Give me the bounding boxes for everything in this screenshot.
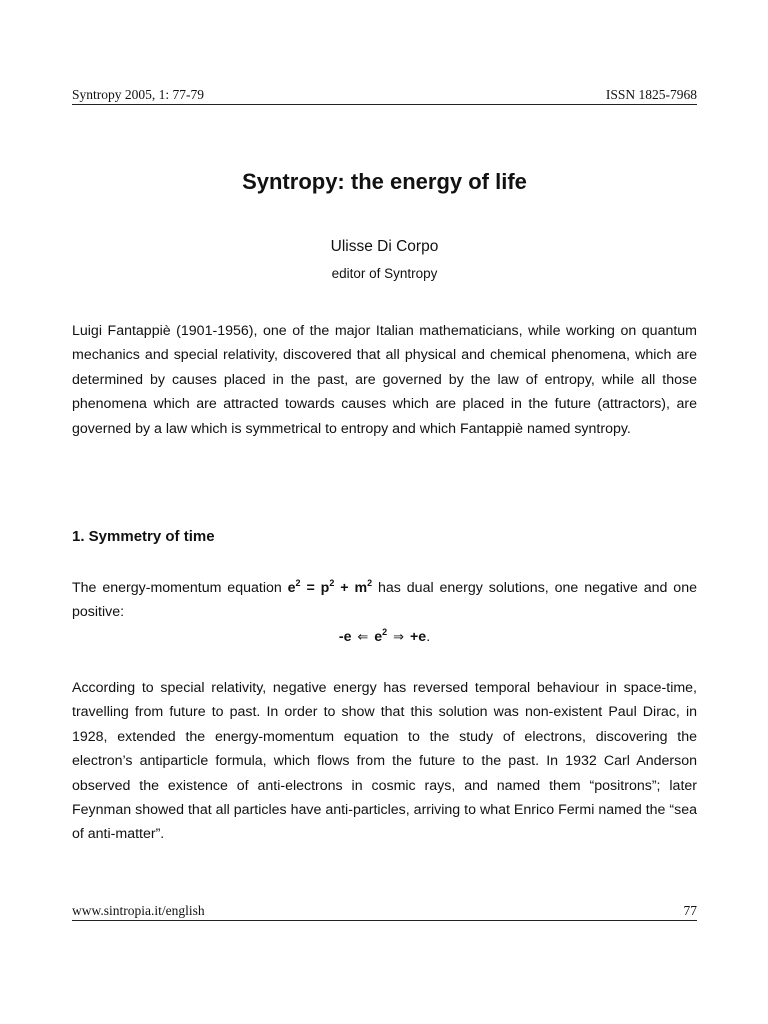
equation-paragraph-lead: The energy-momentum equation bbox=[72, 580, 288, 596]
article-title: Syntropy: the energy of life bbox=[242, 169, 527, 194]
section-heading: 1. Symmetry of time bbox=[72, 528, 215, 545]
equation-paragraph bbox=[72, 576, 697, 625]
running-header bbox=[72, 87, 697, 105]
dual-solution-equation: -e ⇐ $e^2$ ⇒ +e. bbox=[338, 627, 431, 645]
author-affiliation: editor of Syntropy bbox=[331, 266, 438, 281]
equation-paragraph-tail: has dual energy solutions, one negative and one positive: bbox=[72, 580, 697, 621]
energy-momentum-equation: $e^2 = p^2 + m^2$ bbox=[287, 578, 373, 596]
relativity-paragraph: According to special relativity, negative energy has reversed temporal behaviour in space-time, travelling from future to past. In order to show that this solution was non-existent Paul Dirac, in 1928, extended the energy-momentum equation to the study of electrons, discovering the electron’s antiparticle formula, which flows from the future to the past. In 1932 Carl Anderson observed the existence of anti-electrons in cosmic rays, and named them “positrons”; later Feynman showed that all particles have anti-particles, arriving to what Enrico Fermi named the “sea of anti-matter”. bbox=[72, 680, 697, 843]
right-double-arrow-icon: ⇒ bbox=[393, 630, 405, 645]
journal-website: www.sintropia.it/english bbox=[72, 903, 205, 918]
left-double-arrow-icon: ⇐ bbox=[357, 630, 369, 645]
journal-citation: Syntropy 2005, 1: 77-79 bbox=[72, 87, 205, 102]
page-number: 77 bbox=[683, 903, 697, 918]
intro-paragraph: Luigi Fantappiè (1901-1956), one of the major Italian mathematicians, while working on quantum mechanics and special relativity, discovered that all physical and chemical phenomena, which are determined by causes placed in the past, are governed by the law of entropy, while all those phenomena which are attracted towards causes which are placed in the future (attractors), are governed by a law which is symmetrical to entropy and which Fantappiè named syntropy. bbox=[72, 323, 697, 437]
running-footer bbox=[72, 903, 697, 921]
issn-number: ISSN 1825-7968 bbox=[605, 87, 697, 102]
author-name: Ulisse Di Corpo bbox=[330, 238, 439, 255]
